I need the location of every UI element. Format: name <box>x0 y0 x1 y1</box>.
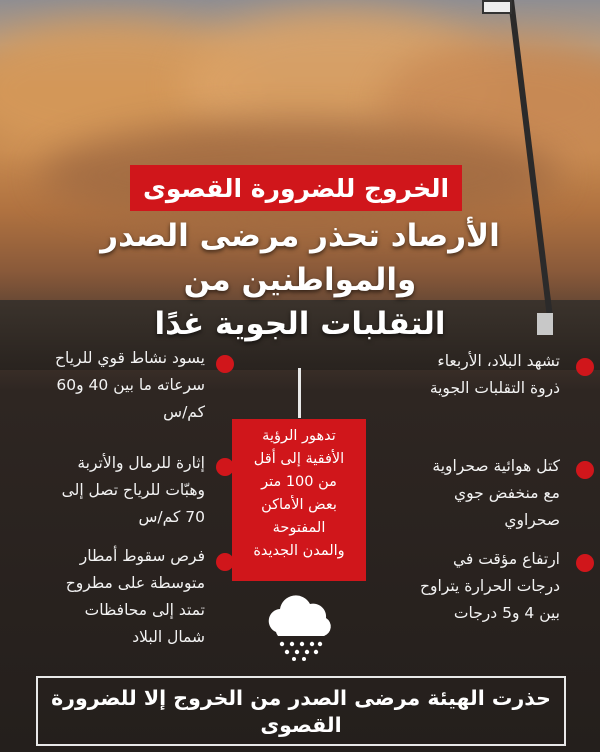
item-line: فرص سقوط أمطار <box>79 547 205 565</box>
right-item-1 <box>360 348 560 402</box>
red-dot-icon <box>576 461 594 479</box>
right-item-2 <box>360 453 560 534</box>
item-line: ذروة التقلبات الجوية <box>429 379 560 397</box>
item-line: تشهد البلاد، الأربعاء <box>437 352 560 370</box>
headline-line-2: التقلبات الجوية غدًا <box>154 306 446 342</box>
red-dot-icon <box>216 355 234 373</box>
bottom-note-line-1: حذرت الهيئة مرضى الصدر من الخروج إلا للضرورة <box>51 686 551 710</box>
item-line: كتل هوائية صحراوية <box>432 457 560 475</box>
item-line: إثارة للرمال والأتربة <box>77 454 205 472</box>
item-line: ارتفاع مؤقت في <box>452 550 560 568</box>
right-item-3 <box>360 546 560 627</box>
connector-line <box>298 368 301 418</box>
box-line: من 100 متر <box>261 474 337 490</box>
item-line: تمتد إلى محافظات <box>84 601 205 619</box>
left-item-2 <box>5 450 205 531</box>
visibility-warning-box <box>232 419 366 581</box>
item-line: سرعاته ما بين 40 و60 <box>56 376 205 394</box>
item-line: وهبّات للرياح تصل إلى <box>61 481 205 499</box>
item-line: متوسطة على مطروح <box>65 574 205 592</box>
item-line: 70 كم/س <box>138 508 205 526</box>
left-item-3 <box>5 543 205 651</box>
headline-line-1: الأرصاد تحذر مرضى الصدر والمواطنين من <box>100 218 500 298</box>
box-line: تدهور الرؤية <box>262 428 336 444</box>
item-line: شمال البلاد <box>132 628 205 646</box>
item-line: صحراوي <box>504 511 560 529</box>
red-dot-icon <box>576 358 594 376</box>
box-line: بعض الأماكن <box>261 497 337 513</box>
item-line: درجات الحرارة يتراوح <box>420 577 560 595</box>
item-line: مع منخفض جوي <box>454 484 560 502</box>
box-line: الأفقية إلى أقل <box>253 451 345 467</box>
headline <box>10 214 590 346</box>
red-dot-icon <box>576 554 594 572</box>
left-item-1 <box>5 345 205 426</box>
bottom-warning-note <box>36 676 566 746</box>
street-lamp-icon <box>482 0 512 14</box>
title-badge: الخروج للضرورة القصوى <box>130 165 462 211</box>
rain-cloud-icon <box>262 592 338 662</box>
item-line: كم/س <box>163 403 205 421</box>
box-line: والمدن الجديدة <box>253 543 345 559</box>
bottom-note-line-2: القصوى <box>260 713 342 737</box>
item-line: يسود نشاط قوي للرياح <box>54 349 205 367</box>
item-line: بين 4 و5 درجات <box>453 604 560 622</box>
box-line: المفتوحة <box>272 520 326 536</box>
